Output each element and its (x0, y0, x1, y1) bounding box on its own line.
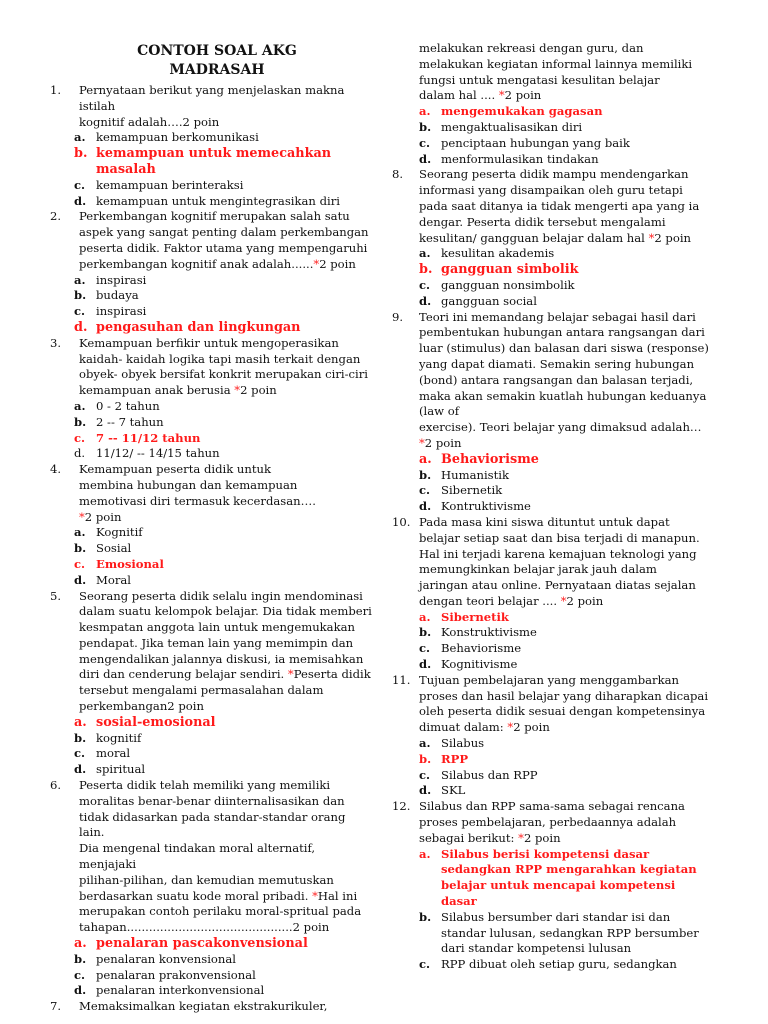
option-a (419, 736, 722, 752)
option-b (419, 910, 722, 957)
option-b (419, 625, 722, 641)
question-text (79, 778, 372, 936)
question-10 (392, 515, 722, 673)
question-number: 1. (50, 83, 62, 97)
right-column (392, 0, 722, 973)
option-a (74, 399, 372, 415)
question-points: 2 poin (513, 720, 550, 735)
option-letter: a. (74, 936, 87, 952)
option-letter: d. (74, 319, 88, 335)
option-text: Silabus bersumber dari standar isi dan standar lulusan, sedangkan RPP bersumber dari standar kompetensi lulusan (441, 909, 699, 956)
option-b (419, 120, 722, 136)
option-a (74, 525, 372, 541)
option-b (74, 146, 372, 178)
option-letter: a. (419, 846, 431, 861)
question-row (392, 799, 722, 846)
option-text: 11/12/ -- 14/15 tahun (96, 446, 220, 461)
question-number: 10. (392, 514, 411, 529)
correct-answer-text: RPP (441, 751, 469, 766)
option-text: Moral (96, 572, 132, 587)
option-letter: c. (419, 767, 431, 782)
correct-answer-text: pengasuhan dan lingkungan (96, 319, 301, 335)
option-text: Silabus dan RPP (441, 767, 538, 782)
option-text: Humanistik (441, 467, 510, 482)
option-text: RPP dibuat oleh setiap guru, sedangkan (441, 957, 677, 972)
question-row (50, 462, 372, 525)
option-letter: d. (74, 446, 86, 461)
option-letter: d. (74, 572, 87, 587)
question-body: Pernyataan berikut yang menjelaskan makna istilah kognitif adalah….2 poin (79, 83, 345, 129)
point-star: * (648, 230, 655, 245)
question-7-points: 2 poin (504, 88, 542, 103)
question-number: 5. (50, 588, 62, 603)
question-number: 7. (50, 999, 62, 1014)
option-c (419, 278, 722, 294)
option-letter: c. (419, 483, 431, 498)
question-4 (50, 462, 372, 588)
option-b (74, 541, 372, 557)
option-letter: c. (419, 277, 431, 292)
option-text: penalaran prakonvensional (96, 967, 256, 982)
option-letter: d. (74, 762, 87, 777)
option-c (419, 483, 722, 499)
option-a (74, 936, 372, 952)
question-text (419, 310, 722, 452)
question-text (79, 209, 372, 272)
question-points: Hal ini merupakan contoh perilaku moral-spritual pada tahapan.............................................2 poin (79, 888, 362, 935)
option-d (74, 320, 372, 336)
option-letter: b. (419, 909, 432, 924)
question-6 (50, 778, 372, 999)
option-d (419, 152, 722, 168)
correct-answer-text: 7 -- 11/12 tahun (96, 430, 201, 445)
option-letter: b. (74, 414, 87, 429)
question-1 (50, 83, 372, 209)
option-b (74, 415, 372, 431)
question-text (419, 673, 722, 736)
option-d (419, 657, 722, 673)
option-letter: b. (419, 262, 433, 278)
point-star: * (312, 888, 318, 903)
correct-answer-text: gangguan simbolik (441, 262, 579, 278)
question-row (392, 167, 722, 246)
question-7-options (392, 104, 722, 167)
question-12 (392, 799, 722, 973)
option-c (419, 136, 722, 152)
correct-answer-text: penalaran pascakonvensional (96, 936, 308, 952)
question-body: Kemampuan peserta didik untuk membina hubungan dan kemampuan memotivasi diri termasuk kecerdasan…. (79, 462, 316, 508)
question-text (79, 589, 372, 715)
question-number: 12. (392, 799, 411, 814)
option-c (419, 768, 722, 784)
question-11 (392, 673, 722, 799)
option-c (74, 178, 372, 194)
question-7-text: melakukan rekreasi dengan guru, dan melakukan kegiatan informal lainnya memiliki fungsi untuk mengatasi kesulitan belajar dalam hal .... (419, 41, 693, 103)
option-text: menformulasikan tindakan (441, 151, 599, 166)
question-number: 9. (392, 309, 404, 324)
option-b (419, 752, 722, 768)
option-letter: d. (419, 499, 432, 514)
question-number: 2. (50, 209, 62, 224)
option-text: kemampuan untuk mengintegrasikan diri (96, 193, 340, 208)
option-text: Silabus (441, 736, 485, 751)
question-number: 6. (50, 778, 62, 793)
option-letter: b. (419, 751, 432, 766)
option-text: inspirasi (96, 272, 147, 287)
option-a (419, 104, 722, 120)
question-points: 2 poin (319, 256, 356, 271)
question-2 (50, 209, 372, 335)
question-body: Teori ini memandang belajar sebagai hasil dari pembentukan hubungan antara rangsangan dari luar (stimulus) dan balasan dari siswa (response) yang dapat diamati. Semakin sering hubungan (bond) antara rangsangan dan balasan terjadi, maka akan semakin kuatlah hubungan keduanya (law of exercise). Teori belajar yang dimaksud adalah… (419, 309, 709, 435)
option-c (74, 746, 372, 762)
option-letter: d. (74, 193, 87, 208)
correct-answer-text: kemampuan untuk memecahkan masalah (96, 146, 332, 177)
option-b (419, 262, 722, 278)
option-d (74, 762, 372, 778)
option-letter: b. (74, 730, 87, 745)
option-text: penalaran interkonvensional (96, 983, 265, 998)
question-text (419, 167, 722, 246)
question-body: Silabus dan RPP sama-sama sebagai rencana proses pembelajaran, perbedaannya adalah sebagai berikut: (419, 799, 685, 845)
question-text (79, 462, 372, 525)
option-text: spiritual (96, 762, 146, 777)
option-letter: c. (419, 135, 431, 150)
option-letter: c. (74, 967, 86, 982)
option-d (419, 499, 722, 515)
question-points: 2 poin (84, 509, 122, 524)
correct-answer-text: Behaviorisme (441, 451, 539, 467)
question-body: Seorang peserta didik selalu ingin mendominasi dalam suatu kelompok belajar. Dia tidak memberi kesmpatan anggota lain untuk mengemukakan pendapat. Jika teman lain yang memimpin dan mengendalikan jalannya diskusi, ia memisahkan diri dan cenderung belajar sendiri. (79, 588, 372, 682)
document-title: CONTOH SOAL AKG MADRASAH (137, 43, 297, 78)
question-text (419, 515, 722, 610)
question-body: Peserta didik telah memiliki yang memiliki moralitas benar-benar diinternalisasikan dan tidak didasarkan pada standar-standar orang lain. Dia mengenal tindakan moral alternatif, menjajaki pilihan-pilihan, dan kemudian memutuskan berdasarkan suatu kode moral pribadi. (79, 778, 346, 903)
option-letter: d. (419, 783, 432, 798)
option-letter: c. (74, 556, 86, 571)
option-letter: b. (419, 119, 432, 134)
correct-answer-text: mengemukakan gagasan (441, 104, 603, 119)
option-c (419, 641, 722, 657)
question-number: 11. (392, 672, 411, 687)
option-text: SKL (441, 783, 466, 798)
option-letter: d. (419, 293, 432, 308)
question-row (50, 589, 372, 715)
question-number: 3. (50, 335, 62, 350)
question-body: Kemampuan berfikir untuk mengoperasikan kaidah- kaidah logika tapi masih terkait dengan obyek- obyek bersifat konkrit merupakan ciri-ciri kemampuan anak berusia (79, 335, 368, 398)
option-b (74, 288, 372, 304)
option-text: Kognitivisme (441, 657, 518, 672)
question-points: 2 poin (240, 383, 277, 398)
option-a (419, 246, 722, 262)
option-letter: c. (74, 746, 86, 761)
question-row (50, 999, 372, 1015)
option-letter: b. (74, 288, 87, 303)
option-letter: d. (419, 657, 432, 672)
correct-answer-text: Silabus berisi kompetensi dasar sedangkan RPP mengarahkan kegiatan belajar untuk mencapai kompetensi dasar (441, 846, 697, 909)
question-row (50, 83, 372, 130)
left-question-list (50, 83, 372, 1015)
option-letter: a. (419, 104, 431, 119)
option-letter: a. (419, 246, 431, 261)
option-letter: a. (74, 714, 87, 730)
option-letter: a. (419, 609, 431, 624)
option-letter: b. (419, 625, 432, 640)
option-text: penalaran konvensional (96, 951, 236, 966)
option-c (74, 557, 372, 573)
question-3 (50, 336, 372, 462)
question-row (50, 336, 372, 399)
option-letter: d. (74, 983, 87, 998)
point-star: * (518, 830, 524, 845)
question-row (392, 310, 722, 452)
option-letter: a. (74, 130, 86, 145)
option-text: Behaviorisme (441, 641, 522, 656)
point-star: * (419, 435, 425, 450)
question-body: Pada masa kini siswa dituntut untuk dapat belajar setiap saat dan bisa terjadi di manapun. Hal ini terjadi karena kemajuan teknologi yang memungkinkan belajar jarak jauh dalam jaringan atau online. Pernyataan diatas sejalan dengan teori belajar .... (419, 514, 700, 608)
option-text: Kontruktivisme (441, 499, 531, 514)
question-points: 2 poin (654, 230, 692, 245)
option-b (74, 731, 372, 747)
option-text: mengaktualisasikan diri (441, 119, 583, 134)
question-row (50, 778, 372, 936)
option-text: kemampuan berinteraksi (96, 177, 244, 192)
point-star: * (234, 383, 241, 398)
option-text: Sibernetik (441, 483, 503, 498)
option-text: penciptaan hubungan yang baik (441, 135, 630, 150)
option-d (74, 446, 372, 462)
question-text (79, 999, 372, 1015)
option-d (419, 294, 722, 310)
option-c (74, 968, 372, 984)
option-d (74, 573, 372, 589)
option-letter: c. (74, 430, 86, 445)
question-points: 2 poin (566, 593, 604, 608)
option-letter: a. (74, 272, 86, 287)
option-a (419, 452, 722, 468)
option-letter: b. (74, 146, 88, 162)
question-text (79, 83, 372, 130)
option-text: Sosial (96, 541, 132, 556)
correct-answer-text: Sibernetik (441, 609, 509, 624)
option-a (419, 610, 722, 626)
correct-answer-text: Emosional (96, 556, 164, 571)
question-points: 2 poin (523, 830, 561, 845)
option-letter: b. (74, 541, 87, 556)
option-letter: a. (419, 451, 432, 467)
option-text: gangguan social (441, 293, 537, 308)
question-9 (392, 310, 722, 515)
option-a (419, 847, 722, 910)
option-text: budaya (96, 288, 139, 303)
option-letter: a. (419, 736, 431, 751)
option-letter: c. (419, 957, 431, 972)
question-row (392, 515, 722, 610)
option-a (74, 273, 372, 289)
question-5 (50, 589, 372, 779)
right-question-list (392, 167, 722, 973)
option-letter: c. (74, 177, 86, 192)
point-star: * (560, 593, 567, 608)
question-7 (50, 999, 372, 1015)
option-text: Kognitif (96, 525, 143, 540)
option-c (74, 304, 372, 320)
question-body: Tujuan pembelajaran yang menggambarkan proses dan hasil belajar yang diharapkan dicapai oleh peserta didik sesuai dengan kompetensinya dimuat dalam: (419, 672, 709, 735)
option-c (419, 957, 722, 973)
option-c (74, 431, 372, 447)
point-star: * (79, 509, 85, 524)
question-row (50, 209, 372, 272)
point-star: * (287, 667, 294, 682)
correct-answer-text: sosial-emosional (96, 714, 216, 730)
option-letter: d. (419, 151, 432, 166)
question-row (392, 673, 722, 736)
question-text (79, 336, 372, 399)
option-d (419, 783, 722, 799)
option-text: kognitif (96, 730, 142, 745)
option-text: moral (96, 746, 131, 761)
option-d (74, 194, 372, 210)
option-text: kesulitan akademis (441, 246, 555, 261)
question-7-continuation (392, 41, 722, 104)
question-body: Memaksimalkan kegiatan ekstrakurikuler, (79, 999, 328, 1014)
point-star: * (507, 720, 514, 735)
option-text: kemampuan berkomunikasi (96, 130, 259, 145)
option-letter: c. (74, 304, 86, 319)
question-text (419, 799, 722, 846)
option-b (74, 952, 372, 968)
question-points: Peserta didik tersebut mengalami permasalahan dalam perkembangan2 poin (79, 667, 371, 714)
option-letter: c. (419, 641, 431, 656)
point-star: * (313, 256, 320, 271)
question-number: 8. (392, 167, 404, 182)
question-8 (392, 167, 722, 309)
option-text: gangguan nonsimbolik (441, 277, 575, 292)
option-d (74, 983, 372, 999)
question-number: 4. (50, 462, 62, 477)
option-letter: a. (74, 525, 86, 540)
question-body: Perkembangan kognitif merupakan salah satu aspek yang sangat penting dalam perkembangan peserta didik. Faktor utama yang mempengaruhi perkembangan kognitif anak adalah...... (79, 209, 369, 271)
question-body: Seorang peserta didik mampu mendengarkan informasi yang disampaikan oleh guru tetapi pada saat ditanya ia tidak mengerti apa yang ia dengar. Peserta didik tersebut mengalami kesulitan/ gangguan belajar dalam hal (419, 167, 700, 245)
option-letter: a. (74, 398, 86, 413)
option-b (419, 468, 722, 484)
left-column (50, 0, 372, 1015)
option-text: 0 - 2 tahun (96, 398, 160, 413)
question-points: 2 poin (424, 435, 462, 450)
option-text: Konstruktivisme (441, 625, 537, 640)
option-letter: b. (74, 951, 87, 966)
option-a (74, 715, 372, 731)
option-text: 2 -- 7 tahun (96, 414, 164, 429)
option-a (74, 130, 372, 146)
option-text: inspirasi (96, 304, 147, 319)
point-star: * (498, 88, 505, 103)
option-letter: b. (419, 467, 432, 482)
